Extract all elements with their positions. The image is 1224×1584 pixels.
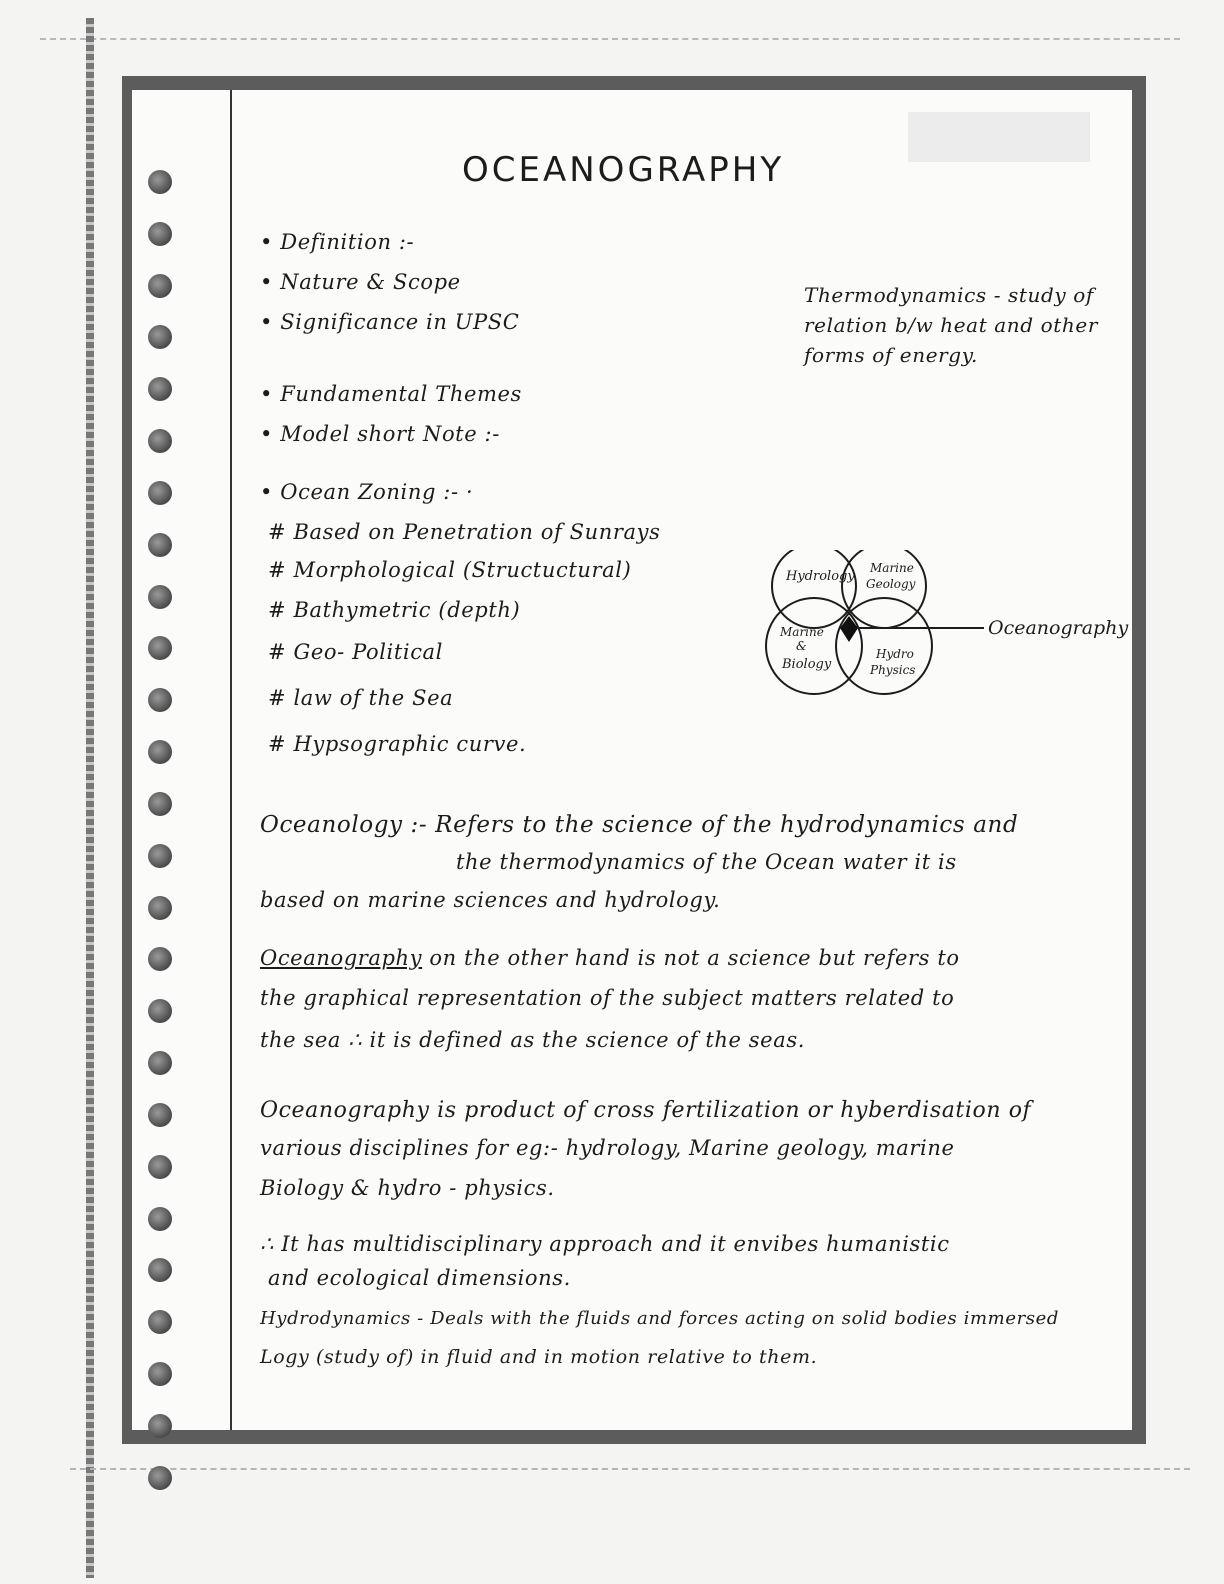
binder-hole: [148, 481, 172, 505]
venn-circle-hydrology: [772, 550, 856, 628]
binder-hole: [148, 1155, 172, 1179]
binder-hole: [148, 1414, 172, 1438]
outline-item-fundamental-themes: • Fundamental Themes: [260, 382, 522, 406]
binder-hole: [148, 377, 172, 401]
binder-hole: [148, 947, 172, 971]
zoning-item-geo-political: # Geo- Political: [268, 640, 443, 664]
binder-hole: [148, 1051, 172, 1075]
binder-hole: [148, 1362, 172, 1386]
binder-hole: [148, 170, 172, 194]
hydrodynamics-line-1: Hydrodynamics - Deals with the fluids and forces acting on solid bodies immersed: [260, 1308, 1060, 1329]
binder-hole: [148, 1310, 172, 1334]
venn-label-hydrology: Hydrology: [786, 569, 855, 584]
binder-hole: [148, 1258, 172, 1282]
oceanology-line-2: the thermodynamics of the Ocean water it is: [456, 850, 957, 874]
outline-item-model-note: • Model short Note :-: [260, 422, 500, 446]
venn-label-marine-top: Marine: [870, 561, 914, 575]
thermodynamics-note: Thermodynamics - study of relation b/w heat and other forms of energy.: [804, 283, 1099, 367]
venn-label-hydro: Hydro: [876, 647, 914, 661]
zoning-item-bathymetric: # Bathymetric (depth): [268, 598, 521, 622]
binder-hole: [148, 688, 172, 712]
binder-hole: [148, 740, 172, 764]
approach-line-2: and ecological dimensions.: [268, 1266, 571, 1290]
scan-border-top: [40, 38, 1180, 42]
outline-item-definition: • Definition :-: [260, 230, 415, 254]
notebook-page: [122, 76, 1146, 1444]
venn-label-ampersand: &: [796, 639, 807, 653]
redaction-box: [908, 112, 1090, 162]
outline-item-nature-scope: • Nature & Scope: [260, 270, 461, 294]
binder-hole: [148, 1466, 172, 1490]
oceanography-line-1: [260, 946, 960, 970]
binder-hole: [148, 274, 172, 298]
venn-label-geology: Geology: [866, 577, 916, 591]
venn-label-physics: Physics: [870, 663, 916, 677]
oceanography-line-2: the graphical representation of the subject matters related to: [260, 986, 955, 1010]
binder-hole: [148, 585, 172, 609]
product-line-2: various disciplines for eg:- hydrology, Marine geology, marine: [260, 1136, 955, 1160]
oceanology-line-3: based on marine sciences and hydrology.: [260, 888, 721, 912]
binder-hole: [148, 636, 172, 660]
approach-line-1: ∴ It has multidisciplinary approach and it envibes humanistic: [260, 1232, 950, 1256]
binder-hole: [148, 325, 172, 349]
zoning-item-law-of-sea: # law of the Sea: [268, 686, 454, 710]
binder-hole: [148, 844, 172, 868]
venn-label-marine: Marine: [780, 625, 824, 639]
venn-label-oceanography: Oceanography: [988, 617, 1129, 639]
binder-hole: [148, 533, 172, 557]
oceanography-term: Oceanography: [260, 946, 423, 970]
outline-item-significance: • Significance in UPSC: [260, 310, 520, 334]
margin-line: [230, 90, 232, 1430]
venn-diagram: [752, 550, 1132, 710]
scan-border-left: [86, 18, 94, 1578]
zoning-item-sunrays: # Based on Penetration of Sunrays: [268, 520, 661, 544]
venn-circle-marine-biology: [766, 598, 862, 694]
binder-hole: [148, 429, 172, 453]
binder-hole: [148, 1103, 172, 1127]
binder-hole: [148, 896, 172, 920]
venn-circle-hydro-physics: [836, 598, 932, 694]
binder-hole: [148, 222, 172, 246]
product-line-1: Oceanography is product of cross fertilization or hyberdisation of: [260, 1098, 1032, 1123]
zoning-item-hypsographic: # Hypsographic curve.: [268, 732, 527, 756]
oceanography-line-3: the sea ∴ it is defined as the science of the seas.: [260, 1028, 805, 1052]
product-line-3: Biology & hydro - physics.: [260, 1176, 555, 1200]
binder-hole: [148, 1207, 172, 1231]
binder-hole: [148, 999, 172, 1023]
page-title: OCEANOGRAPHY: [462, 150, 785, 190]
outline-item-ocean-zoning: • Ocean Zoning :- ·: [260, 480, 474, 504]
binder-holes: [148, 170, 178, 1490]
oceanology-line-1: Oceanology :- Refers to the science of the hydrodynamics and: [260, 812, 1019, 838]
hydrodynamics-line-2: Logy (study of) in fluid and in motion relative to them.: [260, 1346, 818, 1368]
scan-border-bottom: [70, 1468, 1190, 1470]
zoning-item-morphological: # Morphological (Structuctural): [268, 558, 632, 582]
binder-hole: [148, 792, 172, 816]
venn-label-biology: Biology: [782, 657, 832, 672]
oceanography-line-1-rest: on the other hand is not a science but refers to: [422, 946, 960, 970]
